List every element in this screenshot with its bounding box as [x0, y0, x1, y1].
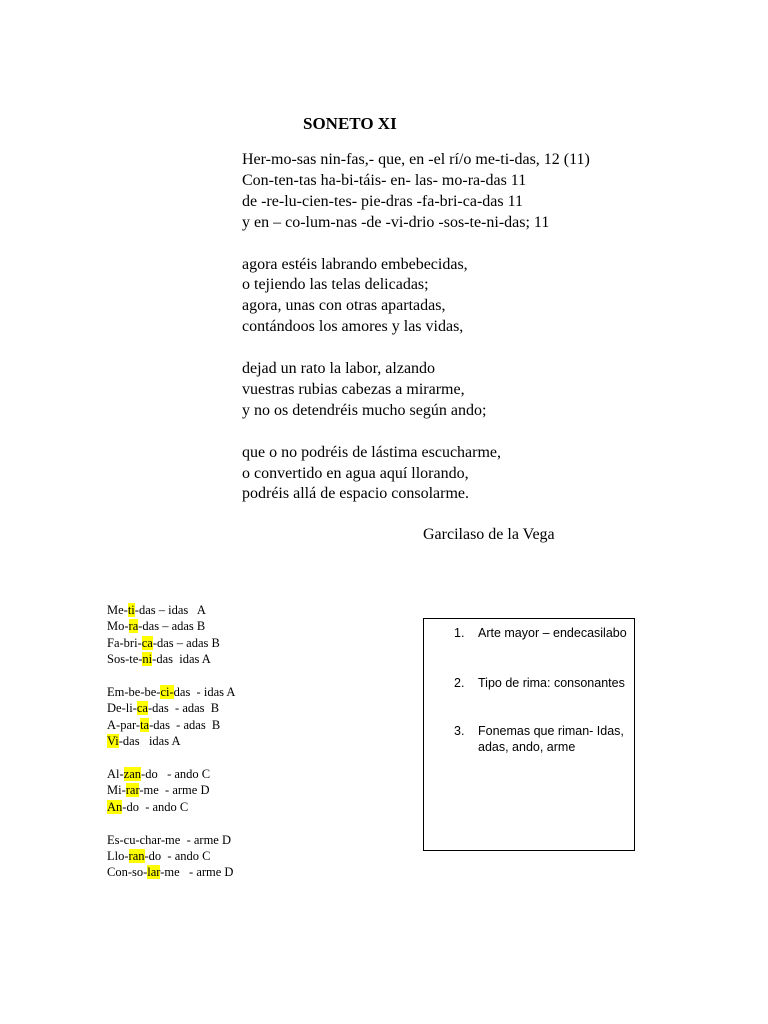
verse-line: contándoos los amores y las vidas,	[242, 318, 464, 336]
rhyme-line	[107, 864, 235, 880]
verse-line: Her-mo-sas nin-fas,- que, en -el rí/o me-ti-das, 12 (11)	[242, 151, 590, 168]
rhyme-group	[107, 602, 235, 668]
verse-line: agora estéis labrando embebecidas,	[242, 255, 468, 273]
verse-line: y en – co-lum-nas -de -vi-drio -sos-te-ni-das; 11	[242, 213, 550, 231]
rhyme-text: Em-be-be-	[107, 685, 161, 700]
rhyme-text: -me - arme D	[160, 865, 234, 880]
rhyme-text: De-li-	[107, 701, 137, 716]
stressed-syllable-highlight: ra	[128, 619, 139, 634]
info-item-number: 1.	[454, 626, 465, 640]
verse-line: o convertido en agua aquí llorando,	[242, 464, 469, 482]
stressed-syllable-highlight: zan	[123, 767, 142, 782]
rhyme-text: Con-so-	[107, 865, 148, 880]
rhyme-line	[107, 700, 235, 716]
rhyme-line	[107, 684, 235, 700]
stressed-syllable-highlight: ta	[140, 717, 150, 732]
rhyme-text: Fa-bri-	[107, 635, 142, 650]
verse-line: dejad un rato la labor, alzando	[242, 360, 436, 378]
rhyme-group	[107, 684, 235, 750]
stressed-syllable-highlight: rar	[125, 783, 140, 798]
rhyme-line	[107, 717, 235, 733]
rhyme-line	[107, 832, 235, 848]
info-item-text: Fonemas que riman- Idas, adas, ando, arme	[478, 724, 624, 754]
stressed-syllable-highlight: ni	[142, 652, 153, 667]
stressed-syllable-highlight: An	[107, 799, 123, 814]
rhyme-text: -do - ando C	[144, 849, 211, 864]
rhyme-text: -das - adas B	[147, 701, 220, 716]
poem-author: Garcilaso de la Vega	[423, 526, 555, 543]
stanza	[242, 150, 590, 234]
rhyme-line	[107, 766, 235, 782]
stressed-syllable-highlight: ran	[128, 849, 145, 864]
rhyme-text: das - idas A	[173, 685, 236, 700]
stressed-syllable-highlight: Vi	[107, 734, 119, 749]
poem-title: SONETO XI	[303, 114, 397, 133]
rhyme-line	[107, 782, 235, 798]
rhyme-text: Me-	[107, 603, 128, 617]
verse-line: y no os detendréis mucho según ando;	[242, 401, 487, 419]
verse-line: de -re-lu-cien-tes- pie-dras -fa-bri-ca-das 11	[242, 192, 524, 210]
rhyme-text: Al-	[107, 767, 124, 782]
rhyme-text: -das - adas B	[149, 717, 221, 732]
stanza	[242, 443, 590, 506]
rhyme-text: -das idas A	[152, 652, 211, 667]
rhyme-line	[107, 618, 235, 634]
rhyme-line	[107, 635, 235, 651]
verse-line: agora, unas con otras apartadas,	[242, 297, 446, 315]
info-item-number: 3.	[454, 724, 465, 738]
info-item-number: 2.	[454, 676, 465, 690]
verse-line: o tejiendo las telas delicadas;	[242, 276, 429, 294]
rhyme-group	[107, 766, 235, 815]
info-item-text: Tipo de rima: consonantes	[478, 676, 625, 690]
rhyme-text: Llo-	[107, 849, 129, 864]
rhyme-text: -do - ando C	[141, 767, 211, 782]
rhyme-text: Mo-	[107, 619, 129, 634]
rhyme-line	[107, 733, 235, 749]
rhyme-text: -me - arme D	[139, 783, 210, 798]
rhyme-line	[107, 799, 235, 815]
stressed-syllable-highlight: ci-	[160, 685, 174, 700]
rhyme-text: -das – adas B	[138, 619, 206, 634]
rhyme-text: -das – idas A	[134, 603, 206, 617]
rhyme-text: -das idas A	[118, 734, 181, 749]
info-item-text: Arte mayor – endecasilabo	[478, 626, 627, 640]
verse-line: que o no podréis de lástima escucharme,	[242, 443, 502, 461]
rhyme-line	[107, 848, 235, 864]
rhyme-text: -das – adas B	[152, 635, 220, 650]
stressed-syllable-highlight: lar	[147, 865, 161, 880]
stressed-syllable-highlight: ca	[141, 635, 153, 650]
stanza	[242, 359, 590, 422]
rhyme-line	[107, 602, 235, 618]
rhyme-text: Es-cu-char-me - arme D	[107, 832, 231, 847]
rhyme-line	[107, 651, 235, 667]
verse-line: podréis allá de espacio consolarme.	[242, 485, 470, 503]
rhyme-group	[107, 832, 235, 881]
rhyme-text: A-par-	[107, 717, 141, 732]
stanza	[242, 255, 590, 339]
info-box	[423, 618, 635, 851]
poem-body	[242, 150, 590, 526]
rhyme-analysis	[107, 602, 235, 897]
rhyme-text: -do - ando C	[122, 799, 189, 814]
rhyme-text: Sos-te-	[107, 652, 143, 667]
rhyme-text: Mi-	[107, 783, 126, 798]
verse-line: vuestras rubias cabezas a mirarme,	[242, 380, 465, 398]
stressed-syllable-highlight: ti	[127, 603, 135, 617]
verse-line: Con-ten-tas ha-bi-táis- en- las- mo-ra-das 11	[242, 171, 527, 189]
stressed-syllable-highlight: ca	[136, 701, 148, 716]
